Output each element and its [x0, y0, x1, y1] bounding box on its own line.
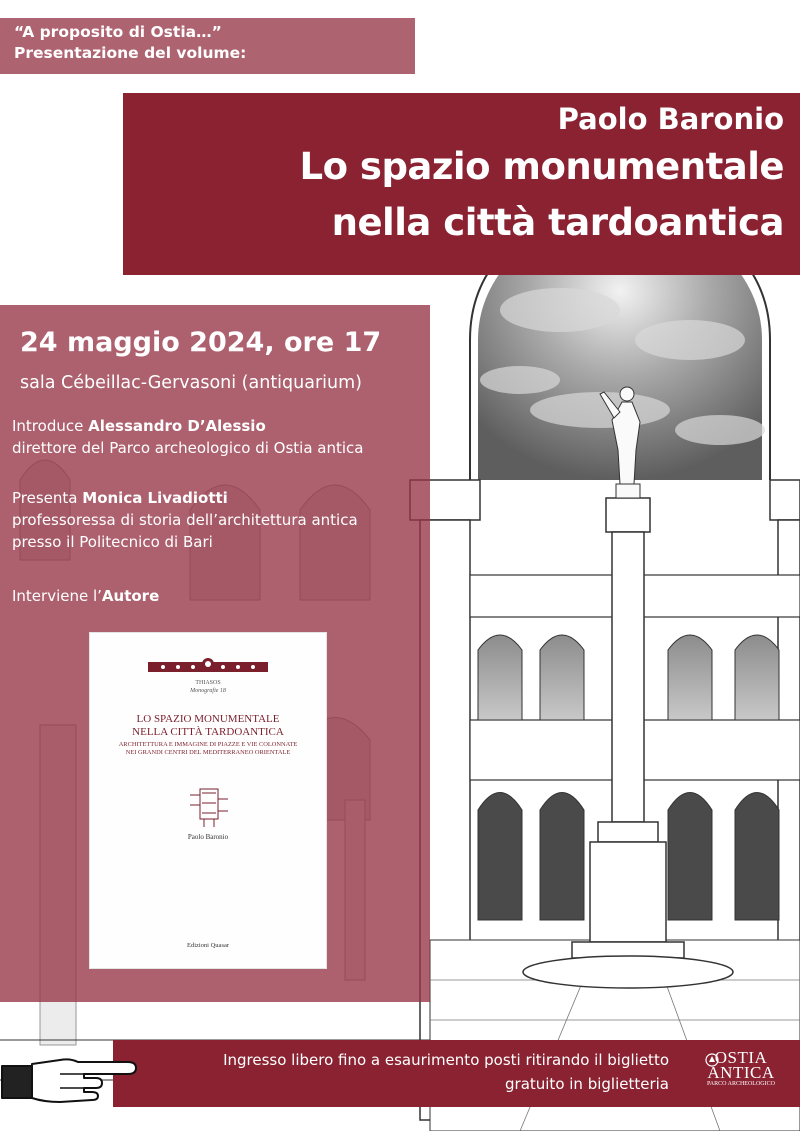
introducer-label: Introduce	[12, 417, 84, 435]
cover-title-line-2: NELLA CITTÀ TARDOANTICA	[132, 726, 284, 738]
introducer-role: direttore del Parco archeologico di Ostia antica	[12, 439, 364, 457]
speaker-label: Interviene l’	[12, 587, 102, 605]
speaker-name: Autore	[101, 587, 160, 605]
admission-info	[113, 1048, 669, 1096]
cover-title-line-1: LO SPAZIO MONUMENTALE	[136, 713, 280, 725]
book-cover-author: Paolo Baronio	[187, 833, 229, 841]
presenter-role-1: professoressa di storia dell’architettura antica	[12, 511, 358, 529]
presenter-block	[12, 487, 358, 553]
logo-line-2: ANTICA	[707, 1063, 775, 1082]
ostia-antica-logo	[705, 1050, 777, 1088]
book-title-line-2: nella città tardoantica	[331, 201, 784, 244]
admission-line-2: gratuito in biglietteria	[505, 1075, 669, 1093]
presenter-role-2: presso il Politecnico di Bari	[12, 533, 213, 551]
presenter-name: Monica Livadiotti	[82, 489, 228, 507]
event-date: 24 maggio 2024, ore 17	[20, 327, 382, 358]
footer-banner	[113, 1040, 800, 1107]
intro-banner	[0, 18, 415, 74]
book-cover-title	[100, 713, 316, 739]
intro-line-1: “A proposito di Ostia…”	[14, 23, 222, 41]
map-sketch-icon	[186, 783, 230, 829]
introducer-block	[12, 415, 364, 459]
event-venue: sala Cébeillac-Gervasoni (antiquarium)	[20, 373, 362, 393]
intro-line-2: Presentazione del volume:	[14, 44, 247, 62]
logo-line-1: OSTIA	[714, 1048, 768, 1067]
title-banner	[123, 93, 800, 275]
book-title-line-1: Lo spazio monumentale	[299, 145, 784, 188]
presenter-label: Presenta	[12, 489, 78, 507]
author-name: Paolo Baronio	[557, 102, 784, 136]
book-cover	[89, 632, 327, 969]
frieze-ornament-icon	[148, 658, 268, 674]
logo-line-3: PARCO ARCHEOLOGICO	[707, 1081, 775, 1087]
logo-emblem-icon	[705, 1053, 719, 1067]
cover-subtitle-line-1: ARCHITETTURA E IMMAGINE DI PIAZZE E VIE COLONNATE	[118, 741, 298, 748]
book-cover-subtitle	[100, 741, 316, 757]
cover-subtitle-line-2: NEI GRANDI CENTRI DEL MEDITERRANEO ORIENTALE	[125, 749, 291, 756]
admission-line-1: Ingresso libero fino a esaurimento posti ritirando il biglietto	[223, 1051, 669, 1069]
pointing-hand-icon	[0, 1052, 140, 1108]
introducer-name: Alessandro D’Alessio	[88, 417, 266, 435]
book-series	[90, 679, 326, 695]
series-number: Monografie 18	[190, 688, 226, 694]
speaker-block	[12, 585, 159, 607]
book-cover-publisher: Edizioni Quasar	[186, 942, 230, 949]
series-name: THIASOS	[195, 680, 221, 686]
